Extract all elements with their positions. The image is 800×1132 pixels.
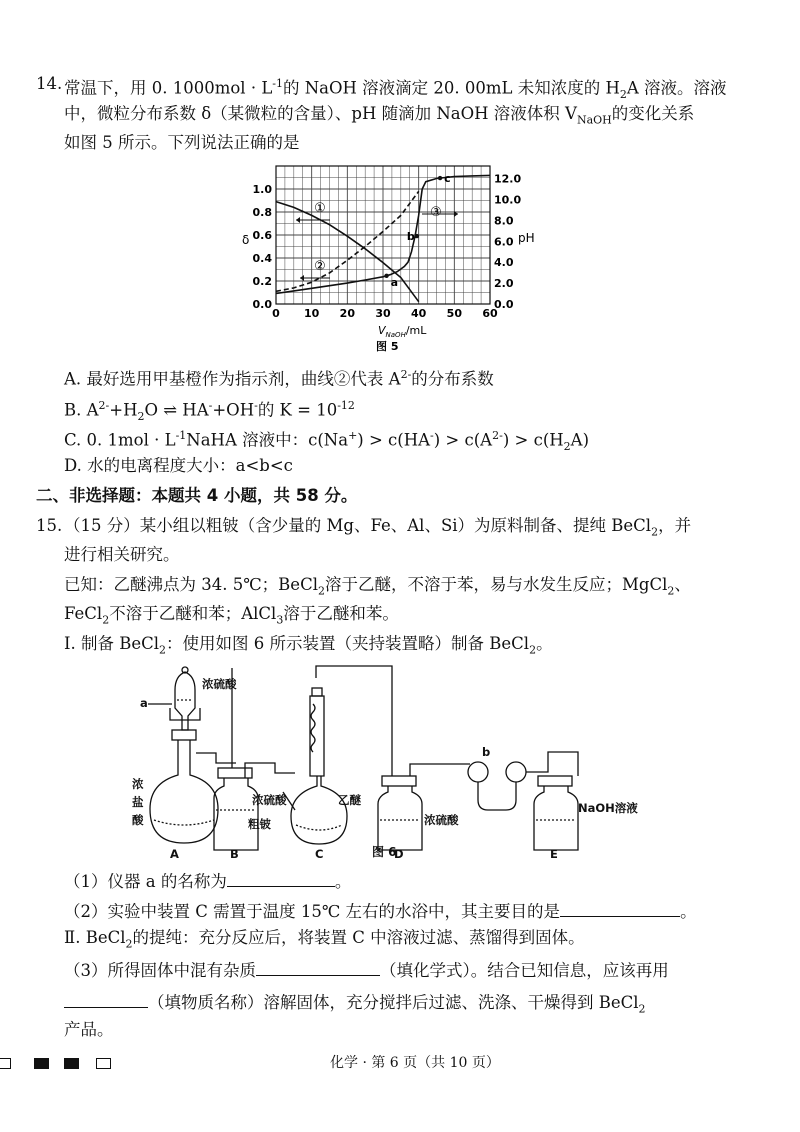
curve-arrowhead-1 <box>296 217 300 223</box>
y-right-tick-label: 12.0 <box>494 172 522 186</box>
sup: - <box>430 429 434 442</box>
sup: -1 <box>175 429 187 442</box>
option-text: +H <box>109 400 138 420</box>
x-axis-label <box>378 324 427 339</box>
sup: - <box>208 399 213 412</box>
bottle-b-stopper <box>218 768 252 778</box>
q15-text: 不溶于乙醚和苯；AlCl <box>109 604 277 623</box>
condenser <box>310 696 324 776</box>
y-right-tick-label: 8.0 <box>494 214 514 228</box>
sub: 2 <box>317 584 325 598</box>
q15-text: （填化学式）。结合已知信息，应该再用 <box>380 961 669 980</box>
tube-c-d <box>316 666 392 776</box>
x-tick-label: 50 <box>446 307 462 320</box>
q14-stem-text: 常温下，用 0. 1000mol · L <box>64 78 273 98</box>
option-text: NaHA 溶液中：c(Na <box>186 430 349 450</box>
q14-option-b[interactable] <box>64 395 355 428</box>
label-crude-be: 粗铍 <box>248 817 271 831</box>
sup: + <box>348 429 358 442</box>
y-right-tick-label: 6.0 <box>494 235 514 249</box>
label-conc-hcl-2: 盐 <box>132 795 144 809</box>
apparatus-a <box>148 667 236 843</box>
q15-sub1 <box>64 868 351 893</box>
figure5-caption: 图 5 <box>376 340 399 353</box>
option-text: C. 0. 1mol · L <box>64 430 176 450</box>
label-b-h2so4: 浓硫酸 <box>252 793 287 807</box>
x-axis-label-main: V <box>378 324 386 337</box>
curve-label-1: ① <box>314 201 326 216</box>
sub: NaOH <box>576 113 612 127</box>
x-axis-label-unit: /mL <box>405 324 427 337</box>
label-b: b <box>482 745 491 759</box>
x-tick-label: 60 <box>482 307 498 320</box>
q14-stem-text: 的 NaOH 溶液滴定 20. 00mL 未知浓度的 H <box>283 78 620 98</box>
q15-text: 。 <box>680 902 697 921</box>
q15-sub3-line1 <box>64 957 669 982</box>
q15-text: （1）仪器 a 的名称为 <box>64 872 227 891</box>
label-conc-hcl-3: 酸 <box>132 813 144 827</box>
option-text: 的 K = 10 <box>257 400 338 420</box>
u-tube <box>478 782 516 810</box>
q15-known-line1 <box>64 574 691 602</box>
y-left-tick-label: 0.8 <box>252 206 272 219</box>
label-E: E <box>550 847 558 860</box>
label-C: C <box>315 847 324 860</box>
condenser-top <box>312 688 322 696</box>
x-tick-label: 30 <box>375 307 391 320</box>
option-text: 的分布系数 <box>411 369 494 389</box>
footer-mark-filled <box>64 1058 79 1069</box>
option-text: A. 最好选用甲基橙作为指示剂，曲线②代表 A <box>64 369 401 389</box>
footer-mark-filled <box>34 1058 49 1069</box>
answer-blank-2[interactable] <box>560 898 680 917</box>
pressure-tube <box>170 708 200 720</box>
q15-sub3-line3: 产品。 <box>64 1020 114 1039</box>
label-conc-hcl-1: 浓 <box>132 777 144 791</box>
curve-label-3: ③ <box>430 205 442 220</box>
flask-a-liquid <box>154 820 214 825</box>
q15-text: 的提纯：充分反应后，将装置 C 中溶液过滤、蒸馏得到固体。 <box>132 928 585 947</box>
q14-stem-line3: 如图 5 所示。下列说法正确的是 <box>64 133 300 152</box>
q15-line1 <box>64 515 691 543</box>
q15-part2-heading <box>64 927 585 955</box>
sub: 2 <box>638 1002 646 1016</box>
sub: 2 <box>667 584 675 598</box>
x-axis-label-sub: NaOH <box>385 331 406 339</box>
q15-sub3-line2 <box>64 989 646 1020</box>
q14-stem-text: 的变化关系 <box>611 104 695 123</box>
q15-text: （3）所得固体中混有杂质 <box>64 961 256 980</box>
y-right-axis-label: pH <box>518 231 535 245</box>
option-text: ) > c(HA <box>357 430 431 450</box>
q15-line2: 进行相关研究。 <box>64 545 180 564</box>
q14-option-d[interactable]: D. 水的电离程度大小：a<b<c <box>64 456 293 475</box>
q15-known-line2 <box>64 603 399 631</box>
q15-text: 。 <box>536 634 553 653</box>
q15-text: （2）实验中装置 C 需置于温度 15℃ 左右的水浴中，其主要目的是 <box>64 902 561 921</box>
q15-text: Ⅰ. 制备 BeCl <box>64 634 160 653</box>
figure6-apparatus <box>120 660 640 860</box>
y-left-tick-label: 0.2 <box>252 275 272 288</box>
bottle-d-stopper <box>382 776 416 786</box>
q14-option-c[interactable] <box>64 425 589 458</box>
tube-a-b <box>196 753 236 763</box>
sup: 2- <box>98 399 110 412</box>
label-a: a <box>140 696 148 710</box>
sub: 2 <box>102 613 110 627</box>
sup: 2- <box>400 368 412 381</box>
sub: 2 <box>125 937 133 951</box>
bottle-e-stopper <box>538 776 572 786</box>
bottle-b <box>214 778 258 850</box>
y-left-tick-label: 0.4 <box>252 252 272 265</box>
label-naoh: NaOH溶液 <box>578 801 638 815</box>
sup: - <box>254 399 258 412</box>
sub: 3 <box>276 613 284 627</box>
x-tick-label: 40 <box>411 307 427 320</box>
q15-text: FeCl <box>64 604 103 623</box>
q15-text: ，并 <box>658 516 692 535</box>
apparatus-e <box>534 776 578 850</box>
option-text: ) > c(H <box>502 430 564 450</box>
label-D: D <box>394 847 404 860</box>
label-d-h2so4: 浓硫酸 <box>424 813 459 827</box>
option-text: B. A <box>64 400 99 420</box>
q14-stem-text: 中，微粒分布系数 δ（某微粒的含量）、pH 随滴加 NaOH 溶液体积 V <box>64 104 577 123</box>
x-tick-label: 20 <box>339 307 355 320</box>
x-tick-label: 10 <box>304 307 320 320</box>
q15-text: 溶于乙醚，不溶于苯，易与水发生反应；MgCl <box>324 575 668 594</box>
q15-text: 、 <box>674 575 691 594</box>
apparatus-u-tube <box>468 752 578 810</box>
y-left-tick-label: 0.6 <box>252 229 272 242</box>
flask-c-liquid <box>296 825 342 830</box>
q15-text: ：使用如图 6 所示装置（夹持装置略）制备 BeCl <box>166 634 530 653</box>
x-tick-label: 0 <box>272 307 280 320</box>
point-c <box>438 176 442 180</box>
sub: 2 <box>563 439 571 453</box>
y-left-axis-label: δ <box>242 233 250 247</box>
y-right-tick-label: 4.0 <box>494 256 514 270</box>
label-A: A <box>170 847 179 860</box>
label-conc-h2so4-top: 浓硫酸 <box>202 677 237 691</box>
answer-blank-1[interactable] <box>227 868 335 887</box>
y-left-tick-label: 0.0 <box>252 298 272 311</box>
option-text: ) > c(A <box>433 430 493 450</box>
q15-text: Ⅱ. BeCl <box>64 928 126 947</box>
sub: 2 <box>529 643 537 657</box>
q14-option-a[interactable] <box>64 364 494 391</box>
q15-part1-heading <box>64 633 553 661</box>
option-text: A) <box>570 430 590 450</box>
footer-mark-empty <box>0 1058 11 1069</box>
q14-stem-text: A 溶液。溶液 <box>626 78 727 98</box>
flask-a <box>150 740 218 843</box>
bottle-d <box>378 786 422 850</box>
q14-stem-line2 <box>64 103 694 131</box>
sub: 2 <box>137 409 145 423</box>
q14-stem-line1 <box>64 73 727 106</box>
sup: -12 <box>337 399 355 412</box>
answer-blank-3[interactable] <box>256 957 380 976</box>
point-a <box>384 274 388 278</box>
sub: 2 <box>651 525 659 539</box>
figure5-chart <box>228 158 538 354</box>
y-right-tick-label: 2.0 <box>494 277 514 291</box>
condenser-coil <box>311 704 315 752</box>
y-right-tick-label: 0.0 <box>494 298 514 311</box>
curve-arrowhead-2 <box>300 275 304 281</box>
y-right-tick-label: 10.0 <box>494 193 522 207</box>
point-label-a: a <box>390 275 399 289</box>
label-B: B <box>230 847 239 860</box>
sup: -1 <box>272 77 283 90</box>
sub: 2 <box>619 87 627 101</box>
section2-heading: 二、非选择题：本题共 4 小题，共 58 分。 <box>36 486 358 505</box>
tube-d-b <box>410 764 470 776</box>
tube-b-e <box>526 752 578 776</box>
flask-a-stopper <box>172 730 196 740</box>
point-label-b: b <box>406 230 415 244</box>
footer-mark-empty <box>96 1058 111 1069</box>
sup: 2- <box>492 429 503 442</box>
q14-number: 14. <box>36 74 63 93</box>
q15-text: 。 <box>334 872 352 891</box>
option-text: O ⇌ HA <box>144 400 209 420</box>
flask-c <box>291 776 347 844</box>
apparatus-d <box>378 764 470 850</box>
separatory-funnel <box>175 672 195 730</box>
footer-page-text: 化学 · 第 6 页（共 10 页） <box>330 1055 500 1071</box>
label-ether: 乙醚 <box>338 793 361 807</box>
q15-text: 溶于乙醚和苯。 <box>283 604 399 623</box>
sub: 2 <box>159 643 167 657</box>
apparatus-c <box>283 666 392 844</box>
option-text: +OH <box>212 400 255 420</box>
point-label-c: c <box>444 172 451 186</box>
bulb-right <box>506 762 526 782</box>
point-b <box>415 234 419 238</box>
q15-text: （填物质名称）溶解固体，充分搅拌后过滤、洗涤、干燥得到 BeCl <box>148 993 639 1012</box>
q15-sub2 <box>64 898 697 923</box>
curve-label-2: ② <box>314 259 326 274</box>
q15-number: 15. <box>36 516 63 535</box>
y-left-tick-label: 1.0 <box>252 183 272 196</box>
figure6-caption: 图 6 <box>372 845 397 859</box>
answer-blank-4[interactable] <box>64 989 148 1008</box>
q15-text: （15 分）某小组以粗铍（含少量的 Mg、Fe、Al、Si）为原料制备、提纯 BeCl <box>64 516 652 535</box>
bottle-e <box>534 786 578 850</box>
bulb-left <box>468 762 488 782</box>
q15-text: 已知：乙醚沸点为 34. 5℃；BeCl <box>64 575 318 594</box>
